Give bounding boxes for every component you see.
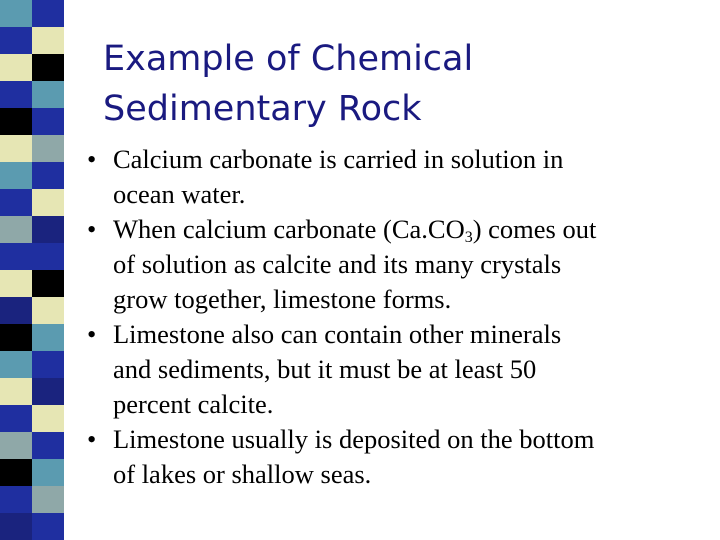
strip-cell: [0, 351, 32, 378]
strip-cell: [0, 108, 32, 135]
bullet-2-line-2: of solution as calcite and its many crystals: [113, 249, 562, 279]
strip-cell: [32, 108, 64, 135]
bullet-3-line-2: and sediments, but it must be at least 50: [113, 354, 537, 384]
strip-row: [0, 405, 64, 432]
strip-cell: [32, 216, 64, 243]
bullet-1-line-2: ocean water.: [113, 179, 246, 209]
strip-cell: [32, 351, 64, 378]
list-item: [85, 317, 710, 422]
strip-cell: [0, 0, 32, 27]
strip-cell: [32, 513, 64, 540]
strip-cell: [0, 81, 32, 108]
strip-cell: [32, 297, 64, 324]
strip-row: [0, 216, 64, 243]
strip-row: [0, 27, 64, 54]
title-line-1: Example of Chemical: [103, 39, 474, 79]
strip-cell: [0, 216, 32, 243]
bullet-3-line-3: percent calcite.: [113, 389, 274, 419]
bullet-list: [85, 142, 710, 492]
strip-cell: [0, 405, 32, 432]
strip-cell: [32, 432, 64, 459]
bullet-dot: •: [87, 424, 97, 454]
bullet-4-line-1: Limestone usually is deposited on the bottom: [113, 424, 595, 454]
strip-row: [0, 243, 64, 270]
bullet-dot: •: [87, 144, 97, 174]
bullet-dot: •: [87, 319, 97, 349]
strip-cell: [32, 135, 64, 162]
strip-row: [0, 135, 64, 162]
strip-row: [0, 54, 64, 81]
strip-row: [0, 270, 64, 297]
strip-row: [0, 0, 64, 27]
list-item: [85, 142, 710, 212]
strip-row: [0, 189, 64, 216]
strip-row: [0, 297, 64, 324]
strip-row: [0, 81, 64, 108]
strip-row: [0, 324, 64, 351]
strip-cell: [32, 54, 64, 81]
slide-title: [103, 34, 703, 134]
strip-cell: [0, 189, 32, 216]
bullet-1-line-1: Calcium carbonate is carried in solution in: [113, 144, 564, 174]
title-line-2: Sedimentary Rock: [103, 89, 422, 129]
bullet-3-line-1: Limestone also can contain other minerals: [113, 319, 562, 349]
strip-cell: [0, 459, 32, 486]
strip-cell: [32, 189, 64, 216]
subscript-3: 3: [464, 229, 473, 246]
strip-cell: [0, 432, 32, 459]
strip-cell: [0, 162, 32, 189]
strip-cell: [0, 324, 32, 351]
strip-cell: [0, 378, 32, 405]
strip-cell: [0, 513, 32, 540]
strip-cell: [32, 459, 64, 486]
strip-cell: [0, 297, 32, 324]
strip-cell: [0, 27, 32, 54]
strip-cell: [32, 27, 64, 54]
strip-row: [0, 162, 64, 189]
strip-cell: [32, 162, 64, 189]
strip-row: [0, 378, 64, 405]
bullet-2-pre: When calcium carbonate (Ca.CO: [113, 214, 465, 244]
strip-cell: [32, 405, 64, 432]
bullet-2-line-1: [113, 212, 710, 247]
strip-row: [0, 351, 64, 378]
strip-row: [0, 486, 64, 513]
strip-cell: [0, 243, 32, 270]
strip-cell: [0, 54, 32, 81]
decorative-side-strip: [0, 0, 64, 540]
strip-row: [0, 459, 64, 486]
bullet-2-line-3: grow together, limestone forms.: [113, 284, 452, 314]
strip-cell: [0, 486, 32, 513]
strip-cell: [32, 378, 64, 405]
strip-cell: [32, 324, 64, 351]
strip-row: [0, 432, 64, 459]
strip-cell: [0, 135, 32, 162]
list-item: [85, 422, 710, 492]
strip-row: [0, 513, 64, 540]
strip-cell: [0, 270, 32, 297]
bullet-4-line-2: of lakes or shallow seas.: [113, 459, 372, 489]
bullet-2-post: ) comes out: [472, 214, 597, 244]
strip-cell: [32, 270, 64, 297]
strip-cell: [32, 243, 64, 270]
bullet-dot: •: [87, 214, 97, 244]
strip-row: [0, 108, 64, 135]
strip-cell: [32, 486, 64, 513]
strip-cell: [32, 81, 64, 108]
strip-cell: [32, 0, 64, 27]
list-item: [85, 212, 710, 317]
